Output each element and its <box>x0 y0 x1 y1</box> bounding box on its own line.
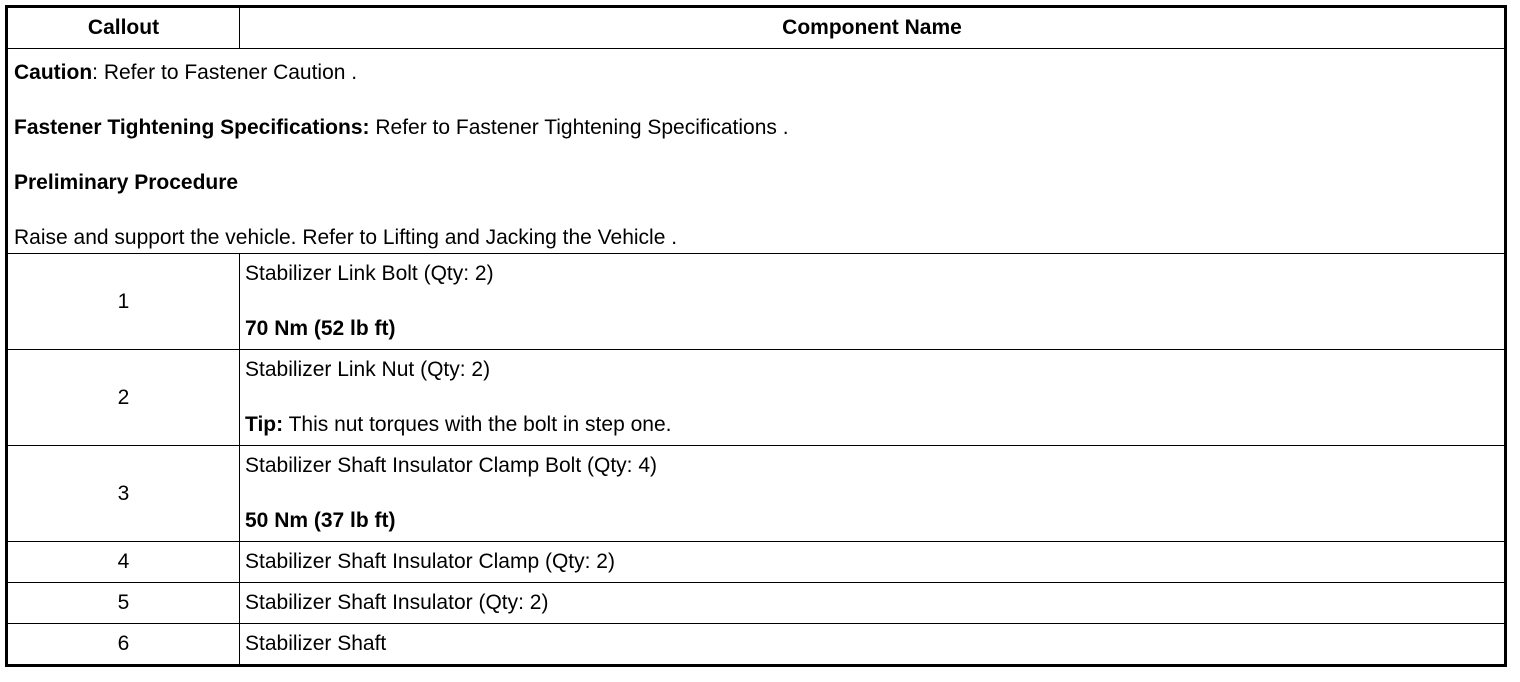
fastener-note <box>14 116 1498 140</box>
callout-number: 6 <box>7 624 240 666</box>
tip-label: Tip: <box>245 413 284 436</box>
caution-text: : Refer to Fastener Caution . <box>92 61 358 84</box>
table-row <box>7 624 1506 666</box>
table-row <box>7 254 1506 350</box>
preliminary-text: Raise and support the vehicle. Refer to Lifting and Jacking the Vehicle . <box>14 226 678 249</box>
caution-label: Caution <box>14 61 93 84</box>
component-name: Stabilizer Shaft Insulator Clamp (Qty: 2) <box>240 542 1506 583</box>
table-row <box>7 583 1506 624</box>
component-name: Stabilizer Link Bolt (Qty: 2) <box>245 262 494 285</box>
preliminary-title: Preliminary Procedure <box>14 171 239 194</box>
fastener-text: Refer to Fastener Tightening Specifications . <box>369 116 789 139</box>
component-cell <box>240 350 1506 446</box>
callout-number: 5 <box>7 583 240 624</box>
fastener-label: Fastener Tightening Specifications: <box>14 116 370 139</box>
callout-number: 4 <box>7 542 240 583</box>
callout-number: 3 <box>7 446 240 542</box>
table-row <box>7 446 1506 542</box>
table-row <box>7 542 1506 583</box>
component-name: Stabilizer Shaft <box>240 624 1506 666</box>
component-name: Stabilizer Link Nut (Qty: 2) <box>245 358 491 381</box>
component-name: Stabilizer Shaft Insulator Clamp Bolt (Qty: 4) <box>245 454 657 477</box>
notes-cell <box>7 49 1506 254</box>
component-name-header: Component Name <box>240 7 1506 49</box>
tip-text: This nut torques with the bolt in step one. <box>283 413 672 436</box>
component-cell <box>240 254 1506 350</box>
header-row <box>7 7 1506 49</box>
torque-spec: 70 Nm (52 lb ft) <box>245 317 396 340</box>
callout-number: 1 <box>7 254 240 350</box>
component-cell <box>240 446 1506 542</box>
tip-note <box>245 413 1499 437</box>
caution-note <box>14 61 1498 85</box>
component-name: Stabilizer Shaft Insulator (Qty: 2) <box>240 583 1506 624</box>
table-row <box>7 350 1506 446</box>
callout-header: Callout <box>7 7 240 49</box>
component-table <box>5 5 1507 667</box>
torque-spec: 50 Nm (37 lb ft) <box>245 509 396 532</box>
callout-number: 2 <box>7 350 240 446</box>
notes-row <box>7 49 1506 254</box>
